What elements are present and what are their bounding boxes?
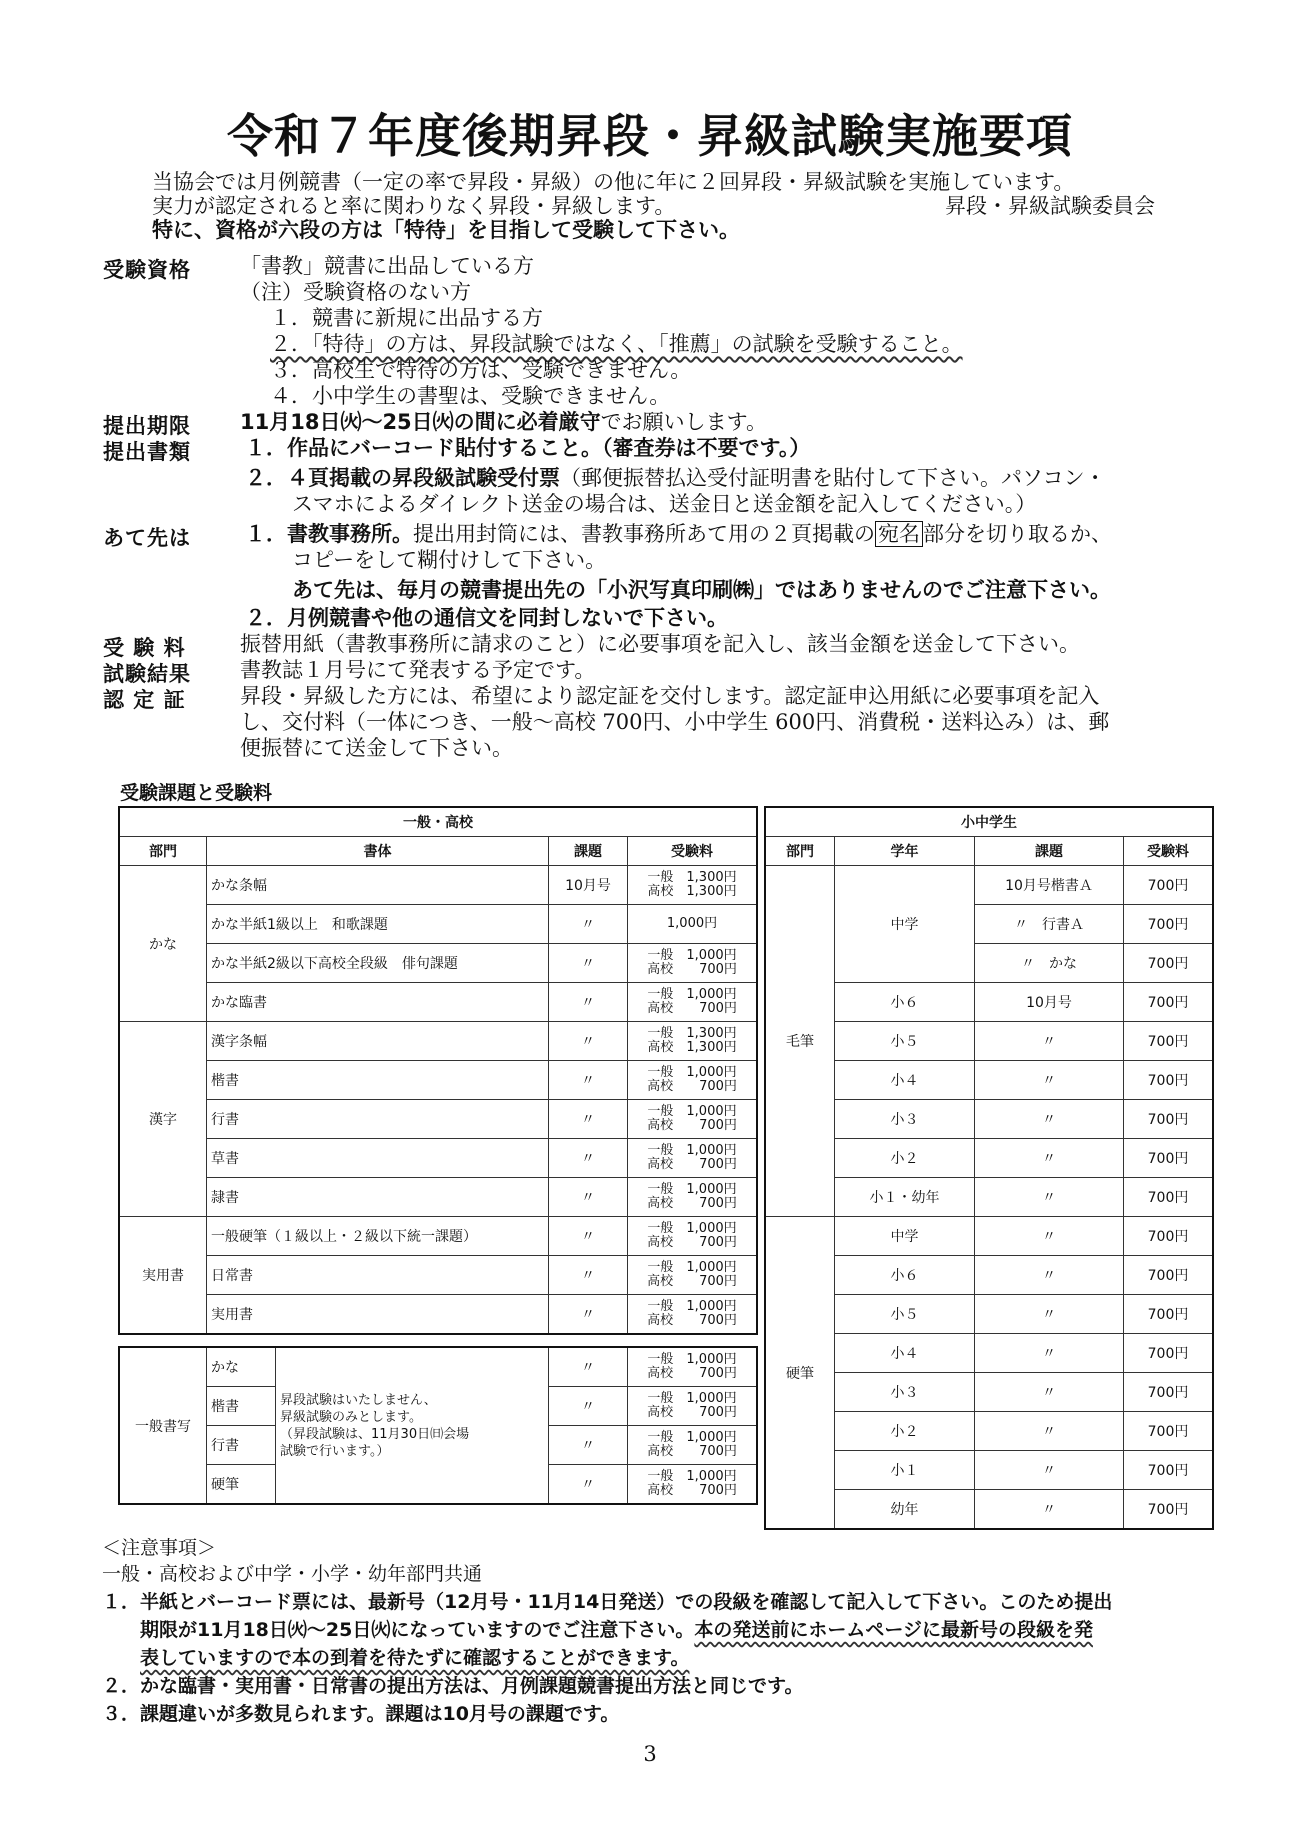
fee-line-general: 一般 1,000円	[647, 1143, 737, 1158]
page-title: 令和７年度後期昇段・昇級試験実施要項	[227, 109, 1073, 163]
style-cell: かな半紙1級以上 和歌課題	[207, 905, 549, 944]
documents-label: 提出書類	[103, 440, 191, 464]
task-cell: 〃	[549, 1347, 628, 1387]
address-item-1-line-2: コピーをして糊付けして下さい。	[292, 548, 607, 572]
task-cell: 〃	[549, 1426, 628, 1465]
junior-table	[764, 806, 1214, 1530]
intro-line-2: 実力が認定されると率に関わりなく昇段・昇級します。	[152, 194, 676, 218]
task-cell: 〃 かな	[975, 944, 1124, 983]
task-cell: 〃	[975, 1139, 1124, 1178]
col-header-dept: 部門	[765, 837, 835, 866]
fee-cell	[628, 983, 758, 1022]
fee-cell: 700円	[1124, 1139, 1214, 1178]
address-warning: あて先は、毎月の競書提出先の「小沢写真印刷㈱」ではありませんのでご注意下さい。	[292, 578, 1111, 602]
table-row	[119, 944, 757, 983]
task-cell: 〃	[549, 1139, 628, 1178]
address-item-2: ２．月例競書や他の通信文を同封しないで下さい。	[245, 606, 728, 630]
table-row	[119, 1256, 757, 1295]
certificate-line-2: し、交付料（一体につき、一般～高校 700円、小中学生 600円、消費税・送料込み）は、郵	[240, 710, 1110, 734]
shakyo-note-3: （昇段試験は、11月30日㈰会場	[280, 1426, 470, 1442]
deadline-text	[240, 410, 767, 434]
eligibility-note-1: １．競書に新規に出品する方	[270, 306, 543, 330]
note-1-line-3: 表していますので本の到着を待たずに確認することができます。	[140, 1647, 690, 1669]
address-item-1-rest: 提出用封筒には、書教事務所あて用の２頁掲載の	[413, 522, 875, 546]
table-row	[119, 1178, 757, 1217]
fee-line-general: 一般 1,000円	[647, 987, 737, 1002]
fee-cell	[628, 1347, 758, 1387]
table-row	[119, 1022, 757, 1061]
fee-line-general: 一般 1,000円	[647, 1221, 737, 1236]
grade-cell: 小６	[835, 983, 975, 1022]
note-2: ２．かな臨書・実用書・日常書の提出方法は、月例課題競書提出方法と同じです。	[102, 1675, 804, 1697]
dept-shakyo: 一般書写	[119, 1347, 207, 1504]
style-cell: かな臨書	[207, 983, 549, 1022]
fee-line-general: 一般 1,000円	[647, 948, 737, 963]
fee-line-high: 高校 700円	[647, 1196, 737, 1211]
fee-cell	[628, 1465, 758, 1505]
fee-line-high: 高校 700円	[647, 1118, 737, 1133]
task-cell: 10月号	[975, 983, 1124, 1022]
shakyo-table	[118, 1346, 758, 1505]
fee-cell: 700円	[1124, 1373, 1214, 1412]
dept-brush: 毛筆	[765, 866, 835, 1217]
grade-cell: 小３	[835, 1100, 975, 1139]
fee-cell	[628, 1139, 758, 1178]
fee-cell	[628, 1256, 758, 1295]
task-cell: 〃	[549, 905, 628, 944]
address-label: あて先は	[103, 526, 191, 550]
note-1-line-2b: 本の発送前にホームページに最新号の段級を発	[694, 1619, 1093, 1641]
fee-cell: 700円	[1124, 1412, 1214, 1451]
note-1-line-2a: 期限が11月18日㈫～25日㈫になっていますのでご注意下さい。	[140, 1619, 695, 1641]
fee-line-general: 一般 1,300円	[647, 1026, 737, 1041]
general-table-header: 一般・高校	[119, 807, 757, 837]
dept-kana: かな	[119, 866, 207, 1022]
task-cell: 〃	[549, 1387, 628, 1426]
style-cell: かな半紙2級以下高校全段級 俳句課題	[207, 944, 549, 983]
task-cell: 〃	[549, 1465, 628, 1505]
table-row	[119, 1061, 757, 1100]
shakyo-note-1: 昇段試験はいたしません、	[280, 1392, 437, 1408]
table-row	[119, 983, 757, 1022]
style-cell: 楷書	[207, 1387, 276, 1426]
address-item-1-tail: 部分を切り取るか、	[923, 522, 1112, 546]
fee-cell	[628, 1217, 758, 1256]
task-cell: 〃	[975, 1256, 1124, 1295]
fee-line-high: 高校 1,300円	[647, 884, 737, 899]
fee-line-high: 高校 1,300円	[647, 1040, 737, 1055]
style-cell: 楷書	[207, 1061, 549, 1100]
fee-line-high: 高校 700円	[647, 1079, 737, 1094]
fee-line-general: 一般 1,000円	[647, 1469, 737, 1484]
fee-line-general: 一般 1,000円	[647, 1391, 737, 1406]
style-cell: かな条幅	[207, 866, 549, 905]
task-cell: 〃	[975, 1334, 1124, 1373]
intro-line-1: 当協会では月例競書（一定の率で昇段・昇級）の他に年に２回昇段・昇級試験を実施しています。	[152, 170, 1075, 194]
fee-line-general: 一般 1,300円	[647, 870, 737, 885]
fee-cell: 700円	[1124, 1022, 1214, 1061]
dept-kanji: 漢字	[119, 1022, 207, 1217]
style-cell: 一般硬筆（１級以上・２級以下統一課題）	[207, 1217, 549, 1256]
task-cell: 10月号楷書Ａ	[975, 866, 1124, 905]
page-number: 3	[643, 1742, 657, 1766]
fee-cell: 700円	[1124, 1178, 1214, 1217]
task-cell: 〃	[975, 1061, 1124, 1100]
fee-line-general: 一般 1,000円	[647, 1430, 737, 1445]
note-3: ３．課題違いが多数見られます。課題は10月号の課題です。	[102, 1703, 620, 1725]
fee-line-high: 高校 700円	[647, 1313, 737, 1328]
col-header-task: 課題	[975, 837, 1124, 866]
task-cell: 〃	[549, 1022, 628, 1061]
task-cell: 〃	[549, 944, 628, 983]
documents-item-2-bold: ２．４頁掲載の昇段級試験受付票	[245, 466, 560, 490]
grade-chugaku: 中学	[835, 866, 975, 983]
fee-line-high: 高校 700円	[647, 962, 737, 977]
style-cell: 草書	[207, 1139, 549, 1178]
style-cell: 隷書	[207, 1178, 549, 1217]
fee-cell	[628, 1178, 758, 1217]
fee-label: 受 験 料	[103, 636, 186, 660]
table-row	[119, 905, 757, 944]
col-header-grade: 学年	[835, 837, 975, 866]
result-label: 試験結果	[103, 662, 191, 686]
task-cell: 〃	[975, 1295, 1124, 1334]
fee-line-high: 高校 700円	[647, 1366, 737, 1381]
fee-cell: 700円	[1124, 1334, 1214, 1373]
task-cell: 〃 行書Ａ	[975, 905, 1124, 944]
notes-heading: ＜注意事項＞	[102, 1537, 217, 1559]
col-header-style: 書体	[207, 837, 549, 866]
address-item-1-bold: １．書教事務所。	[245, 522, 413, 546]
col-header-dept: 部門	[119, 837, 207, 866]
grade-cell: 小１・幼年	[835, 1178, 975, 1217]
style-cell: 行書	[207, 1426, 276, 1465]
task-cell: 〃	[549, 1217, 628, 1256]
style-cell: 日常書	[207, 1256, 549, 1295]
fee-cell: 700円	[1124, 944, 1214, 983]
style-cell: 行書	[207, 1100, 549, 1139]
eligibility-note-2: ２．「特待」の方は、昇段試験ではなく、「推薦」の試験を受験すること。	[270, 332, 963, 356]
junior-table-header: 小中学生	[765, 807, 1213, 837]
table-row	[119, 1347, 757, 1387]
fee-line-general: 一般 1,000円	[647, 1260, 737, 1275]
fee-cell: 700円	[1124, 1061, 1214, 1100]
fee-cell: 700円	[1124, 1490, 1214, 1530]
grade-cell: 小４	[835, 1061, 975, 1100]
note-1-line-2	[140, 1616, 1093, 1644]
address-item-1	[245, 522, 1112, 546]
deadline-bold: 11月18日㈫～25日㈫の間に必着厳守	[240, 410, 601, 434]
task-cell: 〃	[975, 1100, 1124, 1139]
deadline-rest: でお願いします。	[600, 410, 767, 434]
fee-cell: 700円	[1124, 1217, 1214, 1256]
documents-item-2-line-2: スマホによるダイレクト送金の場合は、送金日と送金額を記入してください。）	[292, 492, 1037, 516]
dept-practical: 実用書	[119, 1217, 207, 1335]
fee-cell	[628, 1295, 758, 1335]
fee-cell	[628, 1022, 758, 1061]
fee-cell	[628, 905, 758, 944]
fee-line-high: 高校 700円	[647, 1274, 737, 1289]
note-1-line-1: １．半紙とバーコード票には、最新号（12月号・11月14日発送）での段級を確認して記入して下さい。このため提出	[102, 1591, 1113, 1613]
fee-cell: 700円	[1124, 866, 1214, 905]
task-cell: 〃	[975, 1022, 1124, 1061]
fee-line-high: 高校 700円	[647, 1483, 737, 1498]
grade-cell: 小４	[835, 1334, 975, 1373]
task-cell: 〃	[975, 1178, 1124, 1217]
fee-cell: 700円	[1124, 1100, 1214, 1139]
result-text: 書教誌１月号にて発表する予定です。	[240, 658, 596, 682]
certificate-label: 認 定 証	[103, 688, 186, 712]
committee-name: 昇段・昇級試験委員会	[945, 194, 1155, 218]
eligibility-main: 「書教」競書に出品している方	[240, 254, 534, 278]
fee-line-general: 一般 1,000円	[647, 1182, 737, 1197]
grade-cell: 小２	[835, 1139, 975, 1178]
eligibility-note-3: ３．高校生で特待の方は、受験できません。	[270, 358, 692, 382]
fee-line-high: 高校 700円	[647, 1157, 737, 1172]
fee-line-high: 高校 700円	[647, 1235, 737, 1250]
certificate-line-1: 昇段・昇級した方には、希望により認定証を交付します。認定証申込用紙に必要事項を記入	[240, 684, 1100, 708]
fee-line-general: 一般 1,000円	[647, 1352, 737, 1367]
documents-item-2	[245, 466, 1106, 490]
fee-line-general: 一般 1,000円	[647, 1299, 737, 1314]
grade-cell: 小５	[835, 1295, 975, 1334]
grade-cell: 小５	[835, 1022, 975, 1061]
eligibility-note-4: ４．小中学生の書聖は、受験できません。	[270, 384, 671, 408]
task-cell: 〃	[975, 1412, 1124, 1451]
intro-line-3: 特に、資格が六段の方は「特待」を目指して受験して下さい。	[152, 218, 740, 242]
style-cell: 硬筆	[207, 1465, 276, 1505]
fee-line-general: 一般 1,000円	[647, 1065, 737, 1080]
table-row	[119, 1217, 757, 1256]
fee-line-high: 高校 700円	[647, 1001, 737, 1016]
dept-pen: 硬筆	[765, 1217, 835, 1530]
fee-cell	[628, 944, 758, 983]
shakyo-note	[276, 1347, 549, 1504]
fee-cell: 700円	[1124, 983, 1214, 1022]
fee-cell	[628, 1426, 758, 1465]
fee-cell: 700円	[1124, 1295, 1214, 1334]
grade-cell: 小６	[835, 1256, 975, 1295]
task-cell: 〃	[549, 1178, 628, 1217]
address-boxed-label: 宛名	[875, 521, 923, 547]
notes-common: 一般・高校および中学・小学・幼年部門共通	[102, 1563, 483, 1585]
col-header-fee: 受験料	[628, 837, 758, 866]
shakyo-note-2: 昇級試験のみとします。	[280, 1409, 422, 1425]
task-cell: 〃	[549, 1100, 628, 1139]
grade-cell: 小３	[835, 1373, 975, 1412]
task-cell: 〃	[975, 1373, 1124, 1412]
fee-cell: 700円	[1124, 1256, 1214, 1295]
fee-cell: 700円	[1124, 1451, 1214, 1490]
fee-line-high: 高校 700円	[647, 1444, 737, 1459]
deadline-label: 提出期限	[103, 414, 191, 438]
grade-cell: 幼年	[835, 1490, 975, 1530]
table-row	[119, 866, 757, 905]
eligibility-note-head: （注）受験資格のない方	[240, 280, 471, 304]
documents-item-2-rest: （郵便振替払込受付証明書を貼付して下さい。パソコン・	[560, 466, 1106, 490]
grade-cell: 小２	[835, 1412, 975, 1451]
fee-line-general: 1,000円	[666, 916, 718, 931]
fee-cell	[628, 1387, 758, 1426]
fee-cell	[628, 1100, 758, 1139]
fee-cell	[628, 866, 758, 905]
style-cell: 実用書	[207, 1295, 549, 1335]
general-table	[118, 806, 758, 1335]
task-cell: 〃	[549, 1256, 628, 1295]
fee-line-high: 高校 700円	[647, 1405, 737, 1420]
eligibility-label: 受験資格	[103, 258, 191, 282]
certificate-line-3: 便振替にて送金して下さい。	[240, 736, 513, 760]
task-cell: 10月号	[549, 866, 628, 905]
table-row	[119, 1295, 757, 1335]
table-section-title: 受験課題と受験料	[120, 782, 273, 804]
shakyo-note-4: 試験で行います。）	[280, 1443, 390, 1459]
fee-line-general: 一般 1,000円	[647, 1104, 737, 1119]
grade-cell: 中学	[835, 1217, 975, 1256]
task-cell: 〃	[975, 1490, 1124, 1530]
task-cell: 〃	[549, 1061, 628, 1100]
task-cell: 〃	[975, 1451, 1124, 1490]
table-row	[119, 1139, 757, 1178]
table-row	[119, 1100, 757, 1139]
grade-cell: 小１	[835, 1451, 975, 1490]
fee-cell	[628, 1061, 758, 1100]
table-row	[765, 1217, 1213, 1256]
documents-item-1: １．作品にバーコード貼付すること。（審査券は不要です。）	[245, 436, 811, 460]
col-header-task: 課題	[549, 837, 628, 866]
task-cell: 〃	[975, 1217, 1124, 1256]
col-header-fee: 受験料	[1124, 837, 1214, 866]
table-row	[765, 866, 1213, 905]
style-cell: かな	[207, 1347, 276, 1387]
task-cell: 〃	[549, 983, 628, 1022]
fee-cell: 700円	[1124, 905, 1214, 944]
style-cell: 漢字条幅	[207, 1022, 549, 1061]
fee-text: 振替用紙（書教事務所に請求のこと）に必要事項を記入し、該当金額を送金して下さい。	[240, 632, 1080, 656]
task-cell: 〃	[549, 1295, 628, 1335]
